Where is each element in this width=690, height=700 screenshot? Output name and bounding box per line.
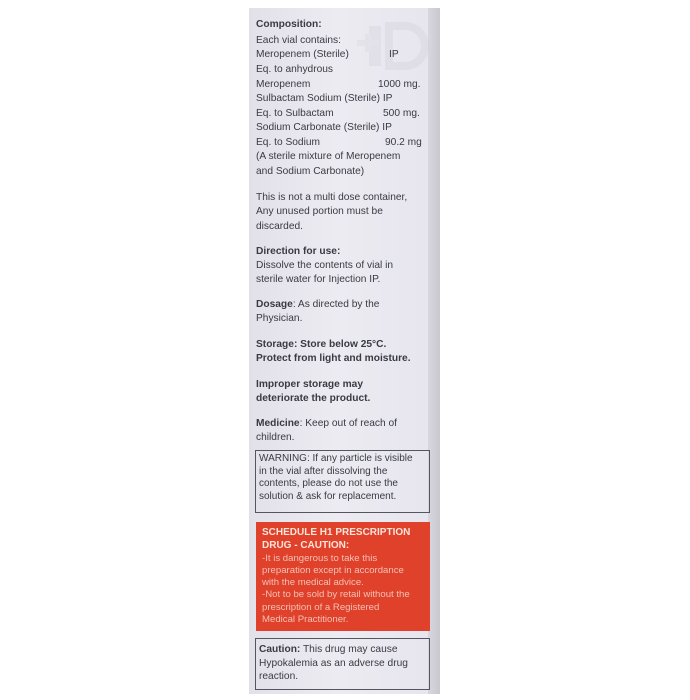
composition-line: Meropenem — [256, 79, 311, 90]
composition-line: Each vial contains: — [256, 35, 341, 46]
schedule-line: -Not to be sold by retail without the — [262, 589, 410, 601]
sulbactam-quantity: 500 mg. — [383, 108, 420, 119]
dosage-line-2: Physician. — [256, 313, 303, 324]
composition-line: Sulbactam Sodium (Sterile) IP — [256, 93, 393, 104]
storage-label: Storage — [256, 339, 294, 350]
warning-box — [255, 450, 430, 513]
storage-line-2: Protect from light and moisture. — [256, 353, 411, 364]
caution-line — [259, 643, 408, 657]
caution-text-1: This drug may cause — [300, 644, 398, 655]
composition-line: (A sterile mixture of Meropenem — [256, 151, 401, 162]
composition-line: Eq. to anhydrous — [256, 64, 334, 75]
schedule-heading: SCHEDULE H1 PRESCRIPTION — [262, 527, 411, 538]
notice-line: This is not a multi dose container, — [256, 192, 408, 203]
notice-line: Any unused portion must be — [256, 206, 383, 217]
medicine-text: : Keep out of reach of — [299, 418, 398, 429]
caution-line-3: reaction. — [259, 671, 299, 682]
direction-heading: Direction for use: — [256, 246, 341, 257]
improper-storage-line: Improper storage may — [256, 379, 364, 390]
composition-line: Eq. to Sulbactam — [256, 108, 334, 119]
medicine-line — [256, 417, 397, 431]
composition-line: Eq. to Sodium — [256, 137, 320, 148]
schedule-h1-caution-box — [256, 522, 430, 631]
storage-text: : Store below 25°C. — [293, 339, 387, 350]
composition-heading: Composition: — [256, 19, 322, 30]
warning-line: in the vial after dissolving the — [259, 465, 388, 477]
warning-line: WARNING: If any particle is visible — [259, 453, 413, 464]
composition-line: and Sodium Carbonate) — [256, 166, 365, 177]
medicine-label: Medicine — [256, 418, 300, 429]
watermark-logo-icon — [349, 16, 429, 76]
dosage-text: : As directed by the — [292, 299, 380, 310]
medicine-label-panel — [249, 8, 440, 694]
schedule-line: Medical Practitioner. — [262, 614, 349, 626]
dosage-line — [256, 298, 379, 312]
notice-line: discarded. — [256, 221, 304, 232]
dosage-label: Dosage — [256, 299, 293, 310]
direction-line: Dissolve the contents of vial in — [256, 260, 394, 271]
caution-label: Caution: — [259, 644, 301, 655]
composition-line: Meropenem (Sterile) — [256, 49, 349, 60]
schedule-line: prescription of a Registered — [262, 601, 380, 613]
schedule-line: with the medical advice. — [262, 577, 364, 589]
meropenem-quantity: 1000 mg. — [378, 79, 421, 90]
sodium-quantity: 90.2 mg — [385, 137, 422, 148]
caution-box — [255, 638, 430, 690]
caution-line-2: Hypokalemia as an adverse drug — [259, 657, 408, 669]
direction-line: sterile water for Injection IP. — [256, 274, 381, 285]
schedule-heading-2: DRUG - CAUTION: — [262, 539, 350, 551]
improper-storage-line: deteriorate the product. — [256, 393, 371, 404]
medicine-line-2: children. — [256, 432, 295, 443]
warning-line: contents, please do not use the — [259, 478, 398, 490]
schedule-line: -It is dangerous to take this — [262, 552, 378, 564]
caution-text — [259, 643, 408, 684]
warning-text — [259, 453, 413, 503]
storage-line — [256, 338, 386, 352]
composition-line: Sodium Carbonate (Sterile) IP — [256, 122, 392, 133]
warning-line: solution & ask for replacement. — [259, 490, 397, 502]
ip-mark: IP — [389, 49, 399, 60]
schedule-line: preparation except in accordance — [262, 564, 404, 576]
